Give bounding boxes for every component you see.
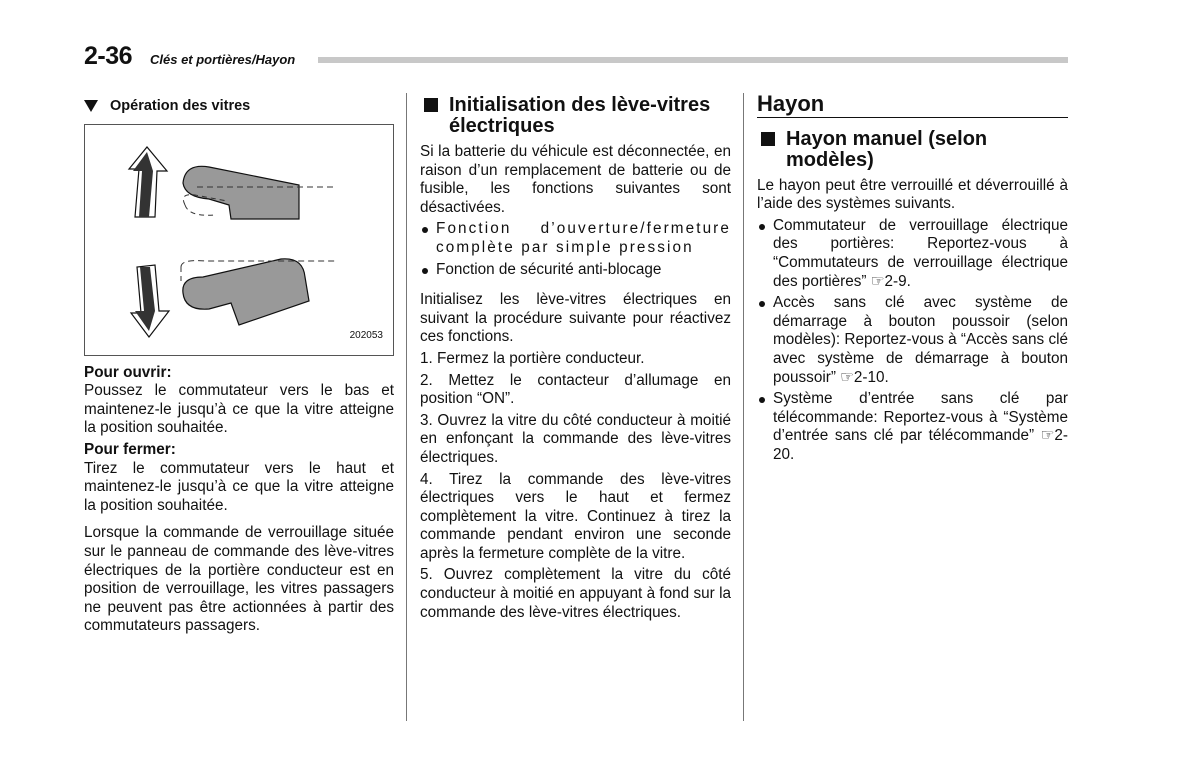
init-intro: Si la batterie du véhicule est déconnectée, en raison d’un remplacement de batterie ou de fusible, les fonctions suivantes sont désactivées.	[420, 143, 731, 216]
figure-number: 202053	[349, 330, 383, 341]
procedure-step: 4. Tirez la commande des lève-vitres électriques vers le haut et fermez complètement la vitre. Continuez à tirez la commande pendant environ une seconde après la fermeture complète de la vitre.	[420, 470, 731, 562]
page-number: 2-36	[84, 42, 133, 70]
bullet-icon	[759, 397, 765, 403]
column-divider-2	[743, 93, 744, 721]
down-arrow-icon	[131, 265, 169, 337]
manual-tailgate-heading-text: Hayon manuel (selon modèles)	[786, 127, 988, 171]
bullet-icon	[759, 301, 765, 307]
bullet-icon	[422, 268, 428, 274]
procedure-step: 3. Ouvrez la vitre du côté conducteur à moitié en enfonçant la commande des lève-vitres électriques.	[420, 411, 731, 466]
init-heading	[420, 95, 731, 137]
list-item	[757, 217, 1068, 291]
column-power-window-init	[420, 95, 731, 622]
window-switch-illustration	[85, 125, 393, 355]
square-marker-icon	[424, 98, 438, 112]
tailgate-intro: Le hayon peut être verrouillé et déverrouillé à l’aide des systèmes suivants.	[757, 176, 1068, 213]
lower-switch-icon	[181, 258, 335, 324]
close-text: Tirez le commutateur vers le haut et maintenez-le jusqu’à ce que la vitre atteigne la position souhaitée.	[84, 459, 394, 514]
bullet-icon	[759, 224, 765, 230]
list-item	[757, 294, 1068, 387]
list-item	[757, 390, 1068, 464]
bullet-text: Accès sans clé avec système de démarrage à bouton poussoir (selon modèles): Reportez-vous à “Accès sans clé avec système de démarrage à bouton poussoir” ☞2-10.	[773, 294, 1069, 386]
init-heading-text: Initialisation des lève-vitres électriques	[449, 94, 711, 137]
list-item	[420, 220, 731, 257]
column-tailgate	[757, 91, 1069, 465]
procedure-step: 1. Fermez la portière conducteur.	[420, 349, 645, 367]
column-divider-1	[406, 93, 407, 721]
square-marker-icon	[761, 132, 775, 146]
tailgate-title: Hayon	[757, 95, 1068, 118]
bullet-text: Système d’entrée sans clé par télécommande: Reportez-vous à “Système d’entrée sans clé par télécommande” ☞2-20.	[773, 390, 1068, 463]
window-operation-subheading	[84, 97, 394, 116]
section-title: Clés et portières/Hayon	[150, 52, 296, 67]
open-title: Pour ouvrir:	[84, 363, 172, 381]
list-item	[420, 261, 731, 280]
up-arrow-icon	[129, 147, 167, 217]
procedure-step: 2. Mettez le contacteur d’allumage en position “ON”.	[420, 371, 731, 408]
header-rule	[318, 57, 1068, 63]
upper-switch-icon	[183, 166, 335, 219]
window-operation-label: Opération des vitres	[110, 98, 251, 114]
procedure-intro: Initialisez les lève-vitres électriques en suivant la procédure suivante pour réactivez ces fonctions.	[420, 291, 731, 346]
manual-tailgate-heading	[757, 129, 1068, 171]
bullet-text: Fonction de sécurité anti-blocage	[436, 260, 662, 278]
lock-text: Lorsque la commande de verrouillage située sur le panneau de commande des lève-vitres électriques de la portière conducteur est en position de verrouillage, les vitres passagers ne peuvent pas être actionnées à partir des commutateurs passagers.	[84, 524, 394, 635]
close-title: Pour fermer:	[84, 440, 176, 458]
window-switch-figure	[84, 124, 394, 356]
column-window-operation	[84, 95, 394, 636]
procedure-step: 5. Ouvrez complètement la vitre du côté conducteur à moitié en appuyant à fond sur la commande des lève-vitres électriques.	[420, 566, 731, 621]
bullet-icon	[422, 227, 428, 233]
bullet-text: Commutateur de verrouillage électrique des portières: Reportez-vous à “Commutateurs de verrouillage électrique des portières” ☞2-9.	[773, 216, 1068, 290]
open-text: Poussez le commutateur vers le bas et maintenez-le jusqu’à ce que la vitre atteigne la position souhaitée.	[84, 382, 394, 437]
bullet-text: Fonction d’ouverture/fermeture complète par simple pression	[436, 220, 731, 256]
triangle-marker-icon	[84, 100, 98, 112]
